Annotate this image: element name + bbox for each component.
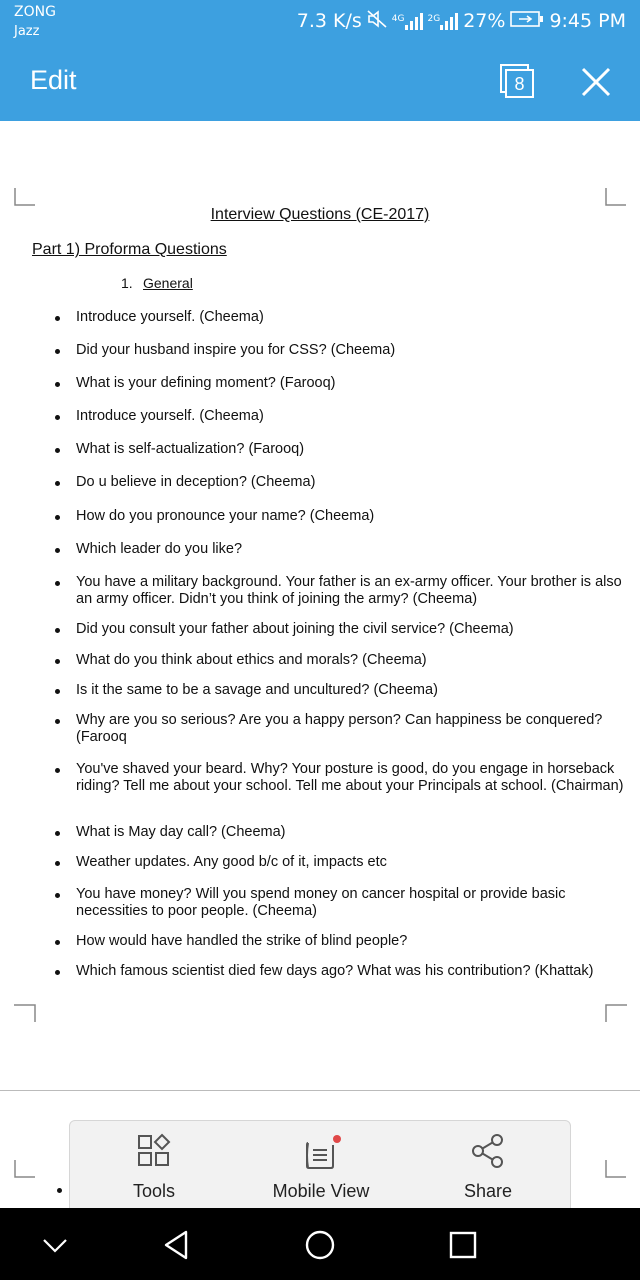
pages-icon xyxy=(499,63,535,99)
notification-dot xyxy=(333,1135,341,1143)
signal-2-icon xyxy=(428,12,459,30)
question-item: What is self-actualization? (Farooq) xyxy=(76,441,626,458)
network1-tag: 4G xyxy=(391,14,405,24)
hide-nav-button[interactable] xyxy=(38,1228,72,1262)
tools-icon xyxy=(136,1133,172,1169)
recents-button[interactable] xyxy=(446,1228,480,1262)
bottom-toolbar xyxy=(69,1120,571,1215)
back-icon xyxy=(160,1228,194,1262)
bullet xyxy=(57,1188,62,1193)
page-corner-marker xyxy=(605,188,627,206)
share-label: Share xyxy=(463,1181,513,1201)
mute-icon xyxy=(367,10,387,33)
question-item: Do u believe in deception? (Cheema) xyxy=(76,474,626,491)
page-corner-marker xyxy=(14,1160,36,1178)
tools-button[interactable] xyxy=(74,1121,234,1209)
close-icon xyxy=(577,63,615,101)
mobile-view-button[interactable] xyxy=(241,1121,401,1209)
page-count: 8 xyxy=(514,74,525,94)
battery-percent: 27% xyxy=(463,10,506,32)
question-item: Introduce yourself. (Cheema) xyxy=(76,309,626,326)
subsection-number: 1. xyxy=(121,275,133,291)
question-item: What is your defining moment? (Farooq) xyxy=(76,375,626,392)
back-button[interactable] xyxy=(160,1228,194,1262)
page-title: Edit xyxy=(30,65,77,95)
network-speed: 7.3 K/s xyxy=(296,10,362,32)
question-item: How would have handled the strike of blind people? xyxy=(76,933,626,950)
question-item: What do you think about ethics and morals? (Cheema) xyxy=(76,652,626,669)
document-page[interactable] xyxy=(0,121,640,1091)
page-corner-marker xyxy=(605,1160,627,1178)
app-bar xyxy=(0,43,640,121)
carrier-secondary: Jazz xyxy=(14,24,40,39)
battery-icon xyxy=(510,10,544,33)
signal-1-icon xyxy=(392,12,423,30)
page-count-button[interactable] xyxy=(499,63,535,99)
tools-label: Tools xyxy=(132,1181,176,1201)
chevron-down-icon xyxy=(38,1228,72,1262)
system-nav-bar xyxy=(0,1208,640,1280)
question-item: What is May day call? (Cheema) xyxy=(76,824,626,841)
share-icon xyxy=(470,1133,506,1169)
question-item: Is it the same to be a savage and uncultured? (Cheema) xyxy=(76,682,626,699)
section-heading: Part 1) Proforma Questions xyxy=(32,241,227,258)
recents-icon xyxy=(446,1228,480,1262)
question-item: Why are you so serious? Are you a happy person? Can happiness be conquered? (Farooq xyxy=(76,712,626,746)
page-corner-marker xyxy=(605,1004,627,1022)
document-title: Interview Questions (CE-2017) xyxy=(210,206,430,223)
carrier-primary: ZONG xyxy=(14,4,56,20)
question-item: Introduce yourself. (Cheema) xyxy=(76,408,626,425)
question-item: Did you consult your father about joining the civil service? (Cheema) xyxy=(76,621,626,638)
mobile-view-label: Mobile View xyxy=(272,1181,370,1201)
clock: 9:45 PM xyxy=(549,10,626,32)
share-button[interactable] xyxy=(408,1121,568,1209)
question-item: Weather updates. Any good b/c of it, impacts etc xyxy=(76,854,626,871)
question-item: You have money? Will you spend money on cancer hospital or provide basic necessities to poor people. (Cheema) xyxy=(76,886,626,920)
question-item: Did your husband inspire you for CSS? (Cheema) xyxy=(76,342,626,359)
page-corner-marker xyxy=(14,1004,36,1022)
question-item: You have a military background. Your father is an ex-army officer. Your brother is also an army officer. Didn’t you think of joining the army? (Cheema) xyxy=(76,574,626,608)
status-bar xyxy=(0,0,640,43)
home-button[interactable] xyxy=(303,1228,337,1262)
home-icon xyxy=(303,1228,337,1262)
question-item: How do you pronounce your name? (Cheema) xyxy=(76,508,626,525)
subsection-title: General xyxy=(143,275,193,291)
mobile-view-icon xyxy=(303,1133,343,1173)
next-page-area xyxy=(0,1091,640,1208)
question-item: You've shaved your beard. Why? Your posture is good, do you engage in horseback riding? Tell me about your school. Tell me about your Principals at school. (Chairman) xyxy=(76,761,626,795)
close-button[interactable] xyxy=(577,63,615,101)
status-indicators xyxy=(297,8,626,34)
question-item: Which leader do you like? xyxy=(76,541,626,558)
network2-tag: 2G xyxy=(427,14,441,24)
page-corner-marker xyxy=(14,188,36,206)
question-item: Which famous scientist died few days ago? What was his contribution? (Khattak) xyxy=(76,963,626,980)
